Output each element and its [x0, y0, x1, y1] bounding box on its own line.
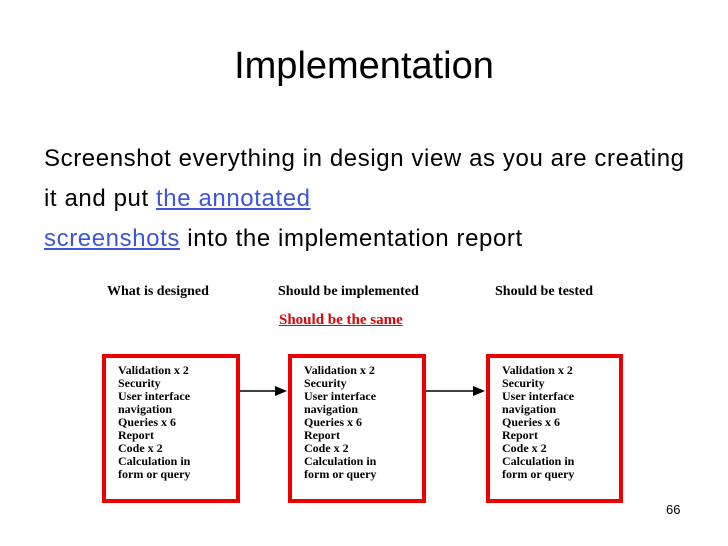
list-item: Security: [118, 376, 161, 390]
list-item: navigation: [502, 402, 557, 416]
should-be-same-note: Should be the same: [279, 312, 403, 328]
list-item: User interface: [118, 389, 191, 403]
column-heading-tested: Should be tested: [495, 284, 594, 299]
implemented-stage-box: [288, 354, 426, 503]
list-item: Calculation in: [118, 454, 191, 468]
list-item: Security: [502, 376, 545, 390]
list-item: Security: [304, 376, 347, 390]
implemented-item-list: [292, 358, 422, 481]
slide-number: 66: [666, 502, 681, 517]
tested-stage-box: [486, 354, 623, 503]
list-item: Queries x 6: [502, 415, 560, 429]
list-item: Report: [118, 428, 154, 442]
list-item: Code x 2: [502, 441, 547, 455]
list-item: Queries x 6: [118, 415, 176, 429]
designed-stage-box: [102, 354, 240, 503]
list-item: Report: [502, 428, 538, 442]
column-heading-implemented: Should be implemented: [278, 284, 419, 299]
list-item: Calculation in: [304, 454, 377, 468]
column-heading-designed: What is designed: [107, 284, 209, 299]
slide-body-text: [44, 139, 704, 259]
list-item: User interface: [304, 389, 377, 403]
list-item: Queries x 6: [304, 415, 362, 429]
list-item: form or query: [502, 467, 575, 481]
list-item: Code x 2: [118, 441, 163, 455]
arrow-right-icon: [240, 384, 288, 398]
list-item: Code x 2: [304, 441, 349, 455]
arrow-right-icon: [426, 384, 486, 398]
tested-item-list: [490, 358, 619, 481]
list-item: Validation x 2: [304, 363, 375, 377]
link-text-part-2: screenshots: [44, 225, 180, 252]
slide-title: Implementation: [234, 45, 494, 87]
body-text-part-1: Screenshot everything in design view as you are creating it and put: [44, 145, 685, 212]
list-item: User interface: [502, 389, 575, 403]
list-item: navigation: [118, 402, 173, 416]
body-text-part-2: into the implementation report: [180, 225, 523, 252]
list-item: form or query: [304, 467, 377, 481]
list-item: Validation x 2: [118, 363, 189, 377]
list-item: form or query: [118, 467, 191, 481]
list-item: Calculation in: [502, 454, 575, 468]
designed-item-list: [106, 358, 236, 481]
list-item: Report: [304, 428, 340, 442]
link-text-part-1: the annotated: [156, 185, 311, 212]
list-item: navigation: [304, 402, 359, 416]
list-item: Validation x 2: [502, 363, 573, 377]
